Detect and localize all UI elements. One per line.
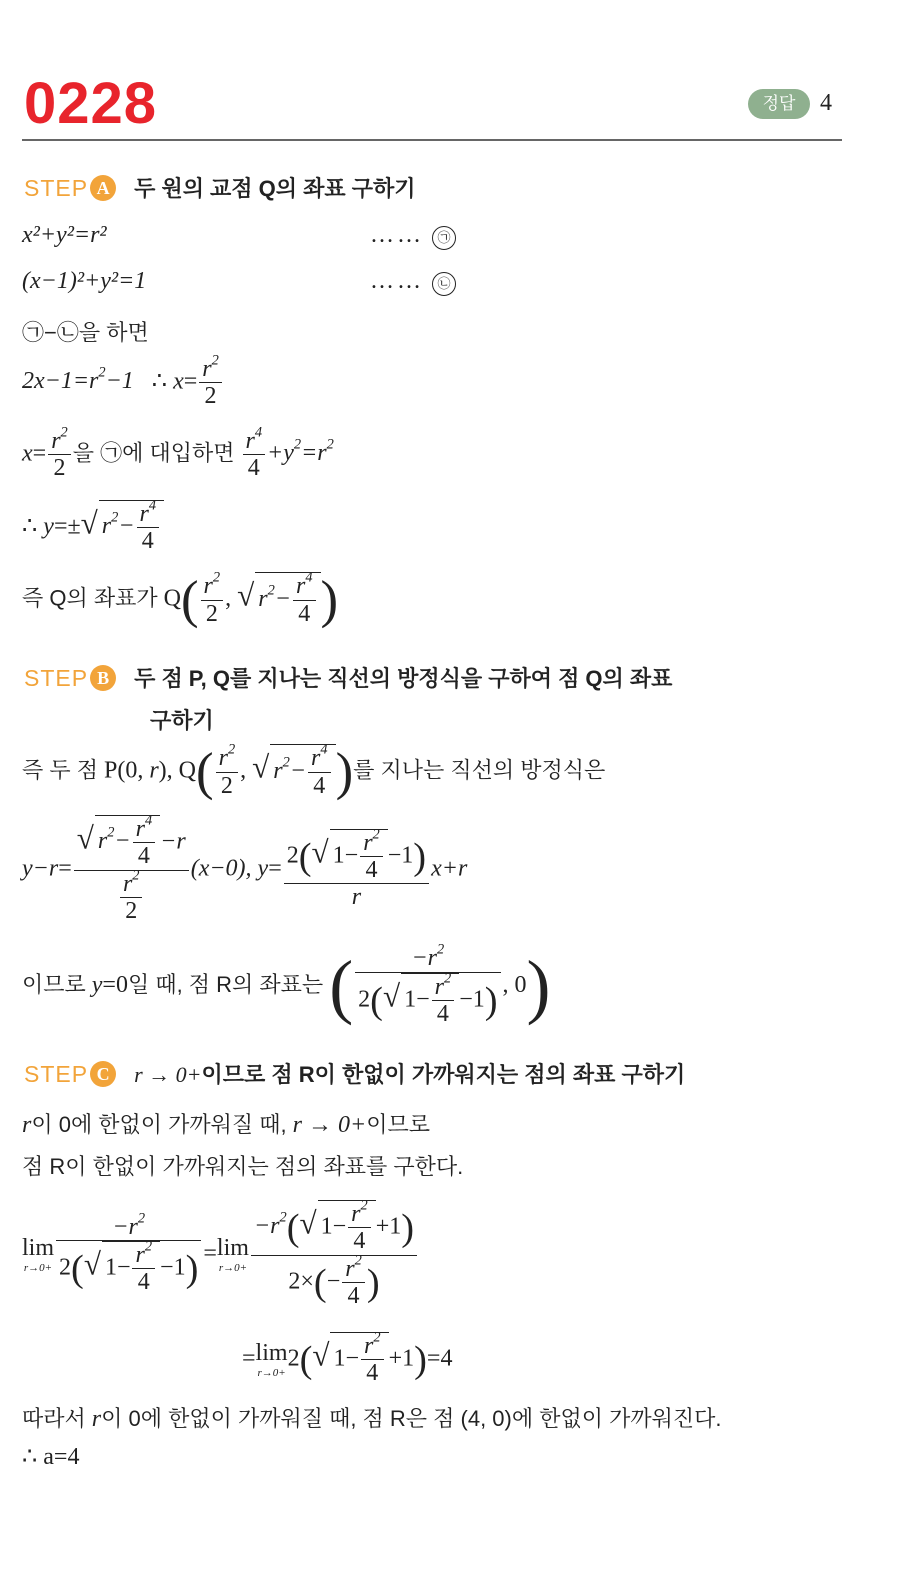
limit-text-1: r이 0에 한없이 가까워질 때, r → 0+이므로: [22, 1112, 430, 1138]
answer-value: 4: [820, 90, 832, 116]
conclusion-text: 따라서 r이 0에 한없이 가까워질 때, 점 R은 점 (4, 0)에 한없이 가까워진다.: [22, 1406, 722, 1432]
eq1-dots: ……: [370, 222, 424, 248]
points-pq-line: 즉 두 점 P(0, r), Q( $\frac{r^2}{2}$ , √ $r^2-$ $\frac{r^4}{4}$ )를 지나는 직선의 방정식은: [22, 741, 606, 801]
point-r-line: 이므로 y=0일 때, 점 R의 좌표는 ( $-r^2$ 2(√ 1− $\frac{r^2}{4}$ −1) , 0): [22, 941, 551, 1028]
limit-text-2: 점 R이 한없이 가까워지는 점의 좌표를 구한다.: [22, 1154, 464, 1179]
limit-equation-2: =lim r→0+ 2(√ 1− $\frac{r^2}{4}$ +1)=4: [242, 1329, 453, 1387]
step-a-title: 두 원의 교점 Q의 좌표 구하기: [134, 176, 416, 201]
step-c-heading: STEP C r → 0+이므로 점 R이 한없이 가까워지는 점의 좌표 구하기: [24, 1061, 686, 1087]
eq1-mark: ㉠: [432, 226, 456, 250]
answer-badge: 정답: [748, 89, 810, 119]
step-b-title-cont: 구하기: [150, 708, 214, 733]
header-divider: [22, 139, 842, 141]
substitution-line: x= $\frac{r^2}{2}$ 을 ㉠에 대입하면 $\frac{r^4}{4}$ $+y^2=r^2$: [22, 424, 334, 482]
limit-equation-1: lim r→0+ $-r^2$ 2(√ 1− $\frac{r^2}{4}$ −1) =lim r→0+ $-r^2(√$ 1− $\frac{r^2}{4}$ +1) 2×(− $\frac{r^2}{4}$ ): [22, 1200, 419, 1310]
step-c-title: 이므로 점 R이 한없이 가까워지는 점의 좌표 구하기: [201, 1062, 686, 1087]
step-b-heading: STEP B 두 점 P, Q를 지나는 직선의 방정식을 구하여 점 Q의 좌표: [24, 665, 673, 691]
problem-number: 0228: [24, 71, 158, 136]
subtract-text: ㉠−㉡을 하면: [22, 320, 149, 345]
equation-x: $2x-1=r^2-1$ ∴ x= $\frac{r^2}{2}$: [22, 356, 224, 410]
point-q-line: 즉 Q의 좌표가 Q( $\frac{r^2}{2}$ , √ $r^2-$ $\frac{r^4}{4}$ ): [22, 569, 339, 629]
step-a-heading: STEP A 두 원의 교점 Q의 좌표 구하기: [24, 175, 416, 201]
step-b-title: 두 점 P, Q를 지나는 직선의 방정식을 구하여 점 Q의 좌표: [134, 666, 673, 691]
equation-2: (x−1)²+y²=1: [22, 268, 147, 294]
equation-y: ∴ y=±√ $r^2-$ $\frac{r^4}{4}$: [22, 500, 164, 555]
final-answer: ∴ a=4: [22, 1444, 80, 1470]
eq2-mark: ㉡: [432, 272, 456, 296]
line-equation: y−r= √ $r^2-$ $\frac{r^4}{4}$ −r $\frac{r^2}{2}$ (x−0), y= 2(√ 1− $\frac{r^2}{4}$ −1) r x+r: [22, 812, 468, 925]
eq2-dots: ……: [370, 268, 424, 294]
equation-1: x²+y²=r²: [22, 222, 107, 248]
